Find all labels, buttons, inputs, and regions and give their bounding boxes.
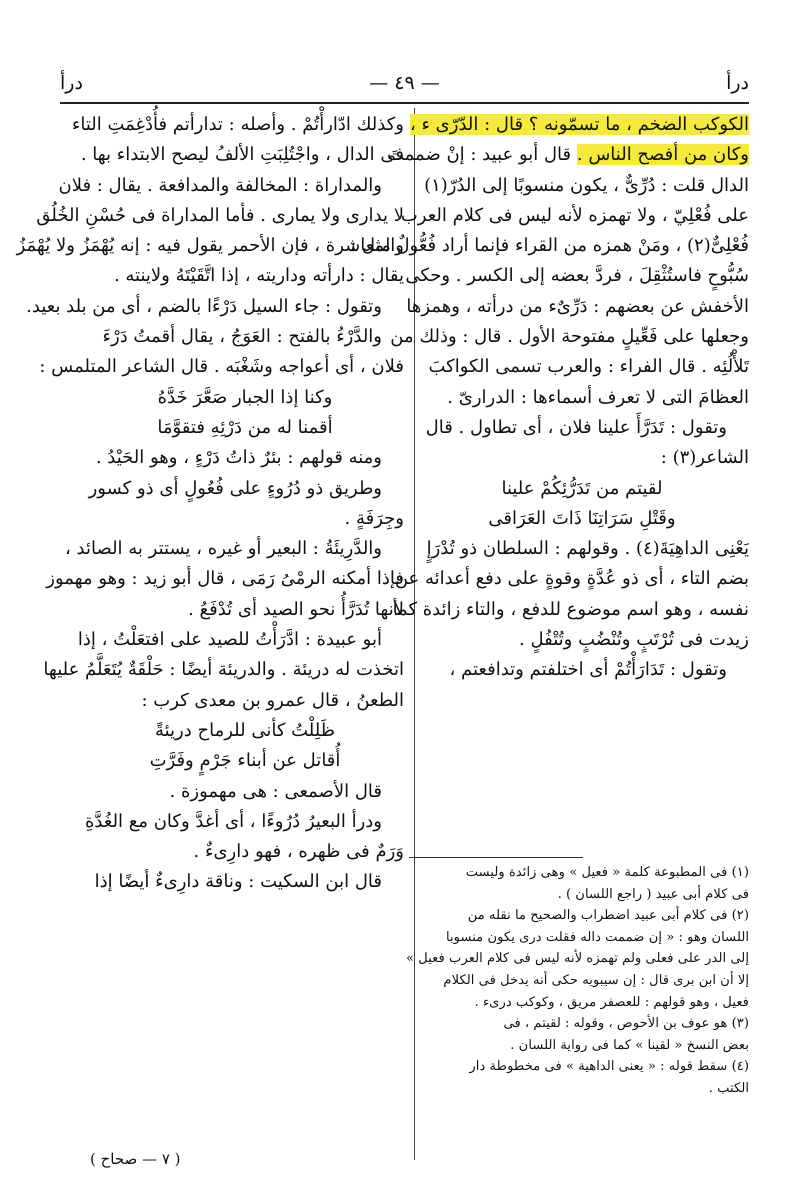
text-line: زيدت فى تُرْتَبٍ وتُنْضُبٍ وتُتْفُلٍ .	[519, 629, 749, 651]
text-line: الدال قلت : دُرِّىٌّ ، يكون منسوبًا إلى الدُرّ(١)	[424, 174, 749, 196]
text-line: اتخذت له دريئة . والدريئة أيضًا : حَلْقَةٌ يُتَعَلَّمُ عليها	[43, 659, 404, 681]
text-line	[409, 110, 749, 140]
text-line: على فُعْلِيّ ، ولا تهمزه لأنه ليس فى كلام العرب	[400, 204, 749, 226]
footnote-line: إلى الدر على فعلى ولم تهمزه لأنه ليس فى كلام العرب فعيل »	[405, 951, 749, 967]
text-line: تَلأْلُئِه . قال الفراء : والعرب تسمى الكواكبَ	[428, 356, 749, 378]
page-footer: ( ٧ — صحاح )	[90, 1150, 181, 1168]
highlighted-text: الكوكب الضخم ، ما تسمّونه ؟ قال : الدّرّى ء ،	[409, 114, 749, 135]
footnote-line: (٤) سقط قوله : « يعنى الداهية » فى مخطوطة دار	[469, 1059, 749, 1075]
text-line: سُبُّوحٍ فاستُثْقِلَ ، فردَّ بعضه إلى الكسر . وحكى	[405, 265, 749, 287]
footnote-line: (٢) فى كلام أبى عبيد اضطراب والصحيح ما نقله من	[467, 908, 749, 924]
text-line: بضم التاء ، أى ذو عُدَّةٍ وقوةٍ على دفع أعدائه عن	[394, 568, 749, 590]
footnote-rule	[409, 857, 583, 858]
footnote-line: اللسان وهو : « إن ضممت داله فقلت درى يكون منسوبا	[445, 929, 749, 945]
highlighted-text: وكان من أفصح الناس .	[576, 144, 749, 166]
text-line: فلان ، أى أعواجه وشَغْبَه . قال الشاعر المتلمس :	[39, 356, 404, 378]
text-line: وجِرَفَةٍ .	[344, 507, 404, 529]
text-line: وكذلك ادّارأْتُمْ . وأصله : تدارأتم فأُدْغِمَتِ التاء	[71, 114, 404, 135]
footnote-line: بعض النسخ « لقينا » كما فى رواية اللسان .	[510, 1037, 749, 1053]
page-number: — ٤٩ —	[369, 72, 440, 94]
text-line: وَرَمٌ فى ظهره ، فهو دارِىءٌ .	[193, 841, 404, 863]
verse-line: وقَتْلِ سَرَاتِنَا ذَاتَ العَرَاقى	[488, 507, 676, 529]
text-line: والدَّرْءُ بالفتح : العَوَجُ ، يقال أقمتُ دَرْءَ	[102, 326, 382, 348]
verse-line: أقمنا له من دَرْئِهِ فتقوَّمَا	[157, 416, 333, 438]
verse-line: ظَلِلْتُ كأنى للرماح دريئةً	[154, 719, 336, 741]
text-line: الشاعر(٣) :	[660, 447, 749, 469]
text-line: وجعلها على فَعِّيلٍ مفتوحة الأول . قال : وذلك من	[390, 326, 749, 348]
text-line: العظامَ التى لا تعرف أسماءها : الدرارىّ .	[447, 386, 749, 408]
text-line: فإذا أمكنه الرمْىُ رَمَى ، قال أبو زيد : وهو مهموز	[46, 568, 404, 590]
text-line: وتقول : تَدَرَّأَ علينا فلان ، أى تطاول . قال	[425, 416, 727, 438]
verse-line: وكنا إذا الجبار صَعَّرَ خَدَّهُ	[157, 386, 333, 408]
text-line: والمعاشرة ، فإن الأحمر يقول فيه : إنه يُهْمَزُ ولا يُهْمَزُ	[16, 235, 404, 257]
verse-line: لقيتم من تَدَرُّئِكُمْ علينا	[501, 477, 663, 499]
footnote-line: فى كلام أبى عبيد ( راجع اللسان ) .	[557, 886, 749, 902]
left-column	[16, 110, 404, 898]
text-line: ومنه قولهم : بئرٌ ذاتُ دَرْءٍ ، وهو الحَيْدُ .	[95, 447, 382, 469]
footnotes	[405, 862, 749, 1100]
text-line: وتقول : تَدَارَأْتُمْ أى اختلفتم وتدافعتم ،	[449, 659, 727, 681]
text-line: فى الدال ، واجْتُلِبَتِ الألفُ ليصح الابتداء بها .	[80, 144, 404, 166]
text-line: قال الأصمعى : هى مهموزة .	[169, 780, 382, 802]
header-right-word: درأ	[726, 72, 749, 94]
header-rule	[60, 102, 749, 104]
footnote-line: فعيل ، وهو قولهم : للعصفر مريق ، وكوكب درىء .	[474, 994, 749, 1010]
footnote-line: الكتب .	[708, 1080, 749, 1096]
text-line: والمداراة : المخالفة والمدافعة . يقال : فلان	[58, 174, 382, 196]
text-line: وتقول : جاء السيل دَرْءًا بالضم ، أى من بلد بعيد.	[26, 295, 382, 317]
text-line: الطعنُ ، قال عمرو بن معدى كرب :	[141, 689, 404, 711]
header-left-word: درأ	[60, 72, 83, 94]
text-line: وكان من أفصح الناس . قال أبو عبيد : إنْ ضممتَ	[386, 144, 749, 166]
text-line: نفسه ، وهو اسم موضوع للدفع ، والتاء زائدة كما	[392, 598, 749, 620]
footnote-line: (٣) هو عوف بن الأحوص ، وقوله : لقيتم ، فى	[503, 1016, 749, 1032]
text-line: لا يدارى ولا يمارى . فأما المداراة فى حُسْنِ الخُلُق	[36, 204, 404, 226]
footnote-line: (١) فى المطبوعة كلمة « فعيل » وهى زائدة وليست	[465, 865, 749, 880]
text-line: ودرأ البعيرُ دُرُوءًا ، أى أغدَّ وكان مع الغُدَّةِ	[85, 810, 382, 832]
text-line: والدَّرِيئَةُ : البعير أو غيره ، يستتر به الصائد ،	[64, 538, 382, 560]
text-line: الأخفش عن بعضهم : دَرِّىٌء من درأته ، وهمزها	[406, 295, 749, 317]
text-line: لأنها تُدَرَّأُ نحو الصيد أى تُدْفَعُ .	[188, 598, 404, 620]
verse-line: أُقاتل عن أبناء جَرْمٍ وفَرَّتِ	[149, 750, 341, 772]
page-header	[60, 68, 749, 98]
text-line: فُعْلِىٌّ(٢) ، ومَنْ همزه من القراء فإنما أراد فُعُّولٌ مثل :	[350, 235, 749, 257]
footnote-line: إلا أن ابن برى قال : إن سيبويه حكى أنه يدخل فى الكلام	[443, 972, 749, 988]
text-line: قال ابن السكيت : وناقة دارِىءٌ أيضًا إذا	[94, 871, 382, 893]
text-line: وطريق ذو دُرُوءٍ على فُعُولٍ أى ذو كسور	[88, 477, 382, 499]
text-line: يَعْنِى الداهِيَةَ(٤) . وقولهم : السلطان ذو تُدْرَإٍ	[426, 538, 749, 560]
text-line: أبو عبيدة : ادَّرَأْتُ للصيد على افتعَلْتُ ، إذا	[77, 629, 382, 651]
text-line: يقال : دارأته وداريته ، إذا اتَّقَيْتَهُ ولاينته .	[113, 265, 404, 287]
